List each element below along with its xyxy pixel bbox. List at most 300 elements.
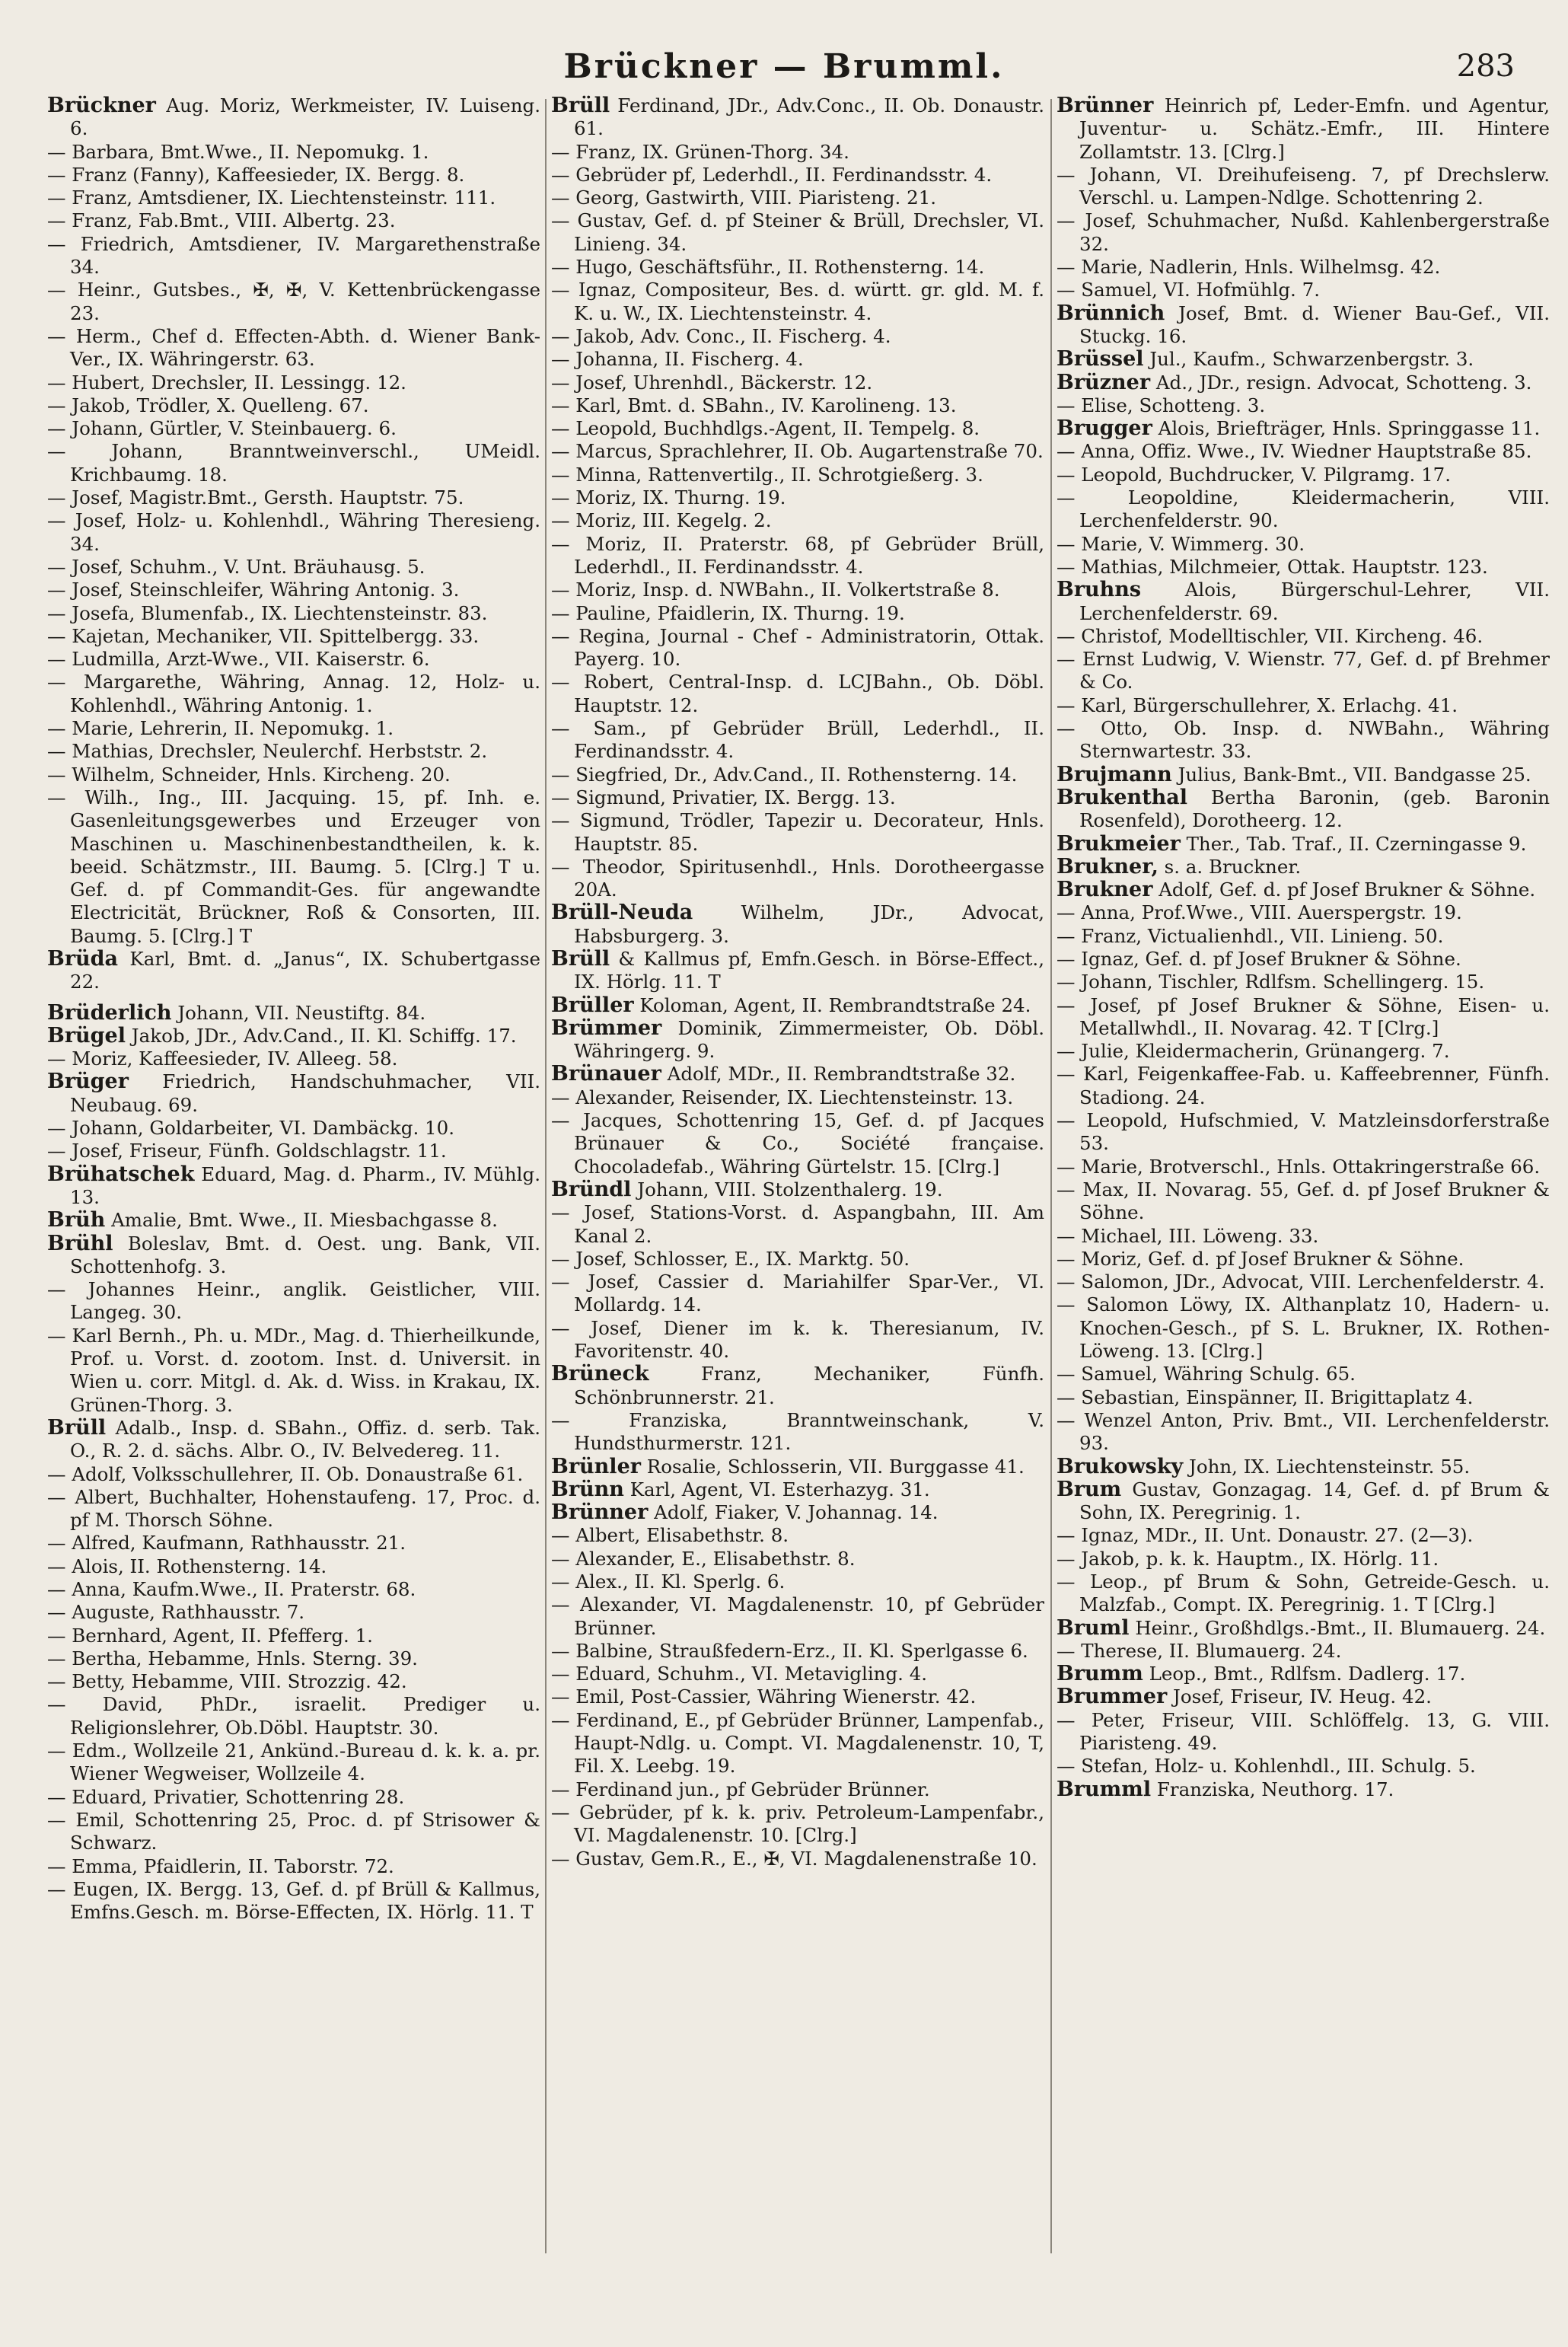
entry-text: Heinr., Großhdlgs.-Bmt., II. Blumauerg. 24. — [1135, 1616, 1546, 1639]
directory-entry — [551, 856, 1044, 902]
entry-surname: Brukner — [1056, 878, 1153, 902]
entry-surname: Brukmeier — [1056, 831, 1181, 856]
directory-entry — [47, 948, 540, 994]
directory-entry — [1056, 1524, 1550, 1547]
entry-text: — Moriz, IX. Thurng. 19. — [551, 486, 786, 509]
entry-text: — Josefa, Blumenfab., IX. Liechtensteinstr. 83. — [47, 601, 488, 624]
directory-entry — [1056, 1386, 1550, 1409]
entry-surname: Brünner — [1056, 94, 1154, 117]
column-rule-left — [545, 99, 547, 2253]
entry-text: — Moriz, Insp. d. NWBahn., II. Volkertstraße 8. — [551, 579, 1000, 601]
entry-text: — Leopoldine, Kleidermacherin, VIII. Lerchenfelderstr. 90. — [1056, 486, 1550, 532]
directory-entry — [47, 625, 540, 648]
directory-entry — [47, 233, 540, 279]
directory-entry — [1056, 1709, 1550, 1755]
directory-entry — [551, 1456, 1044, 1478]
directory-entry — [551, 1178, 1044, 1201]
directory-entry — [47, 440, 540, 486]
entry-surname: Brukowsky — [1056, 1454, 1184, 1478]
directory-entry — [47, 1878, 540, 1924]
entry-text: — Franz, IX. Grünen-Thorg. 34. — [551, 140, 849, 163]
directory-entry — [47, 1855, 540, 1878]
directory-entry — [47, 372, 540, 394]
entry-surname: Brugger — [1056, 416, 1152, 441]
entry-text: — Salomon Löwy, IX. Althanplatz 10, Hadern- u. Knochen-Gesch., pf S. L. Brukner, IX. Rothen-Löweng. 13. [Clrg.] — [1056, 1293, 1550, 1363]
entry-text: — Ludmilla, Arzt-Wwe., VII. Kaiserstr. 6. — [47, 648, 430, 671]
directory-entry — [47, 1163, 540, 1210]
directory-entry — [1056, 625, 1550, 648]
entry-text: — Karl, Feigenkaffee-Fab. u. Kaffeebrenner, Fünfh. Stadiong. 24. — [1056, 1063, 1550, 1108]
entry-text: — Marie, V. Wimmerg. 30. — [1056, 532, 1305, 555]
entry-text: — Josef, Uhrenhdl., Bäckerstr. 12. — [551, 371, 873, 394]
entry-text: — Margarethe, Währing, Annag. 12, Holz- u. Kohlenhdl., Währing Antonig. 1. — [47, 671, 540, 716]
entry-text: — Mathias, Drechsler, Neulerchf. Herbststr. 2. — [47, 740, 488, 763]
directory-entry — [1056, 1685, 1550, 1708]
entry-text: — Barbara, Bmt.Wwe., II. Nepomukg. 1. — [47, 140, 429, 163]
directory-entry — [551, 141, 1044, 164]
entry-text: Adalb., Insp. d. SBahn., Offiz. d. serb. Tak. O., R. 2. d. sächs. Albr. O., IV. Belvedereg. 11. — [70, 1416, 540, 1462]
entry-surname: Brünler — [551, 1454, 641, 1478]
entry-text: — Friedrich, Amtsdiener, IV. Margarethenstraße 34. — [47, 232, 540, 279]
entry-text: — Samuel, VI. Hofmühlg. 7. — [1056, 279, 1320, 301]
directory-entry — [1056, 1778, 1550, 1801]
directory-entry — [1056, 1456, 1550, 1478]
entry-text: — Michael, III. Löweng. 33. — [1056, 1224, 1319, 1247]
entry-surname: Brühatschek — [47, 1162, 195, 1186]
entry-text: — Moriz, II. Praterstr. 68, pf Gebrüder Brüll, Lederhdl., II. Ferdinandsstr. 4. — [551, 532, 1044, 578]
directory-entry — [47, 556, 540, 579]
directory-entry — [551, 1524, 1044, 1547]
entry-text: — Eugen, IX. Bergg. 13, Gef. d. pf Brüll & Kallmus, Emfns.Gesch. m. Börse-Effecten, IX. Hörlg. 11. T — [47, 1877, 540, 1924]
entry-surname: Brüll — [551, 946, 610, 971]
entry-text: — Marie, Brotverschl., Hnls. Ottakringerstraße 66. — [1056, 1155, 1541, 1178]
directory-entry — [1056, 348, 1550, 371]
entry-surname: Brüller — [551, 993, 634, 1017]
directory-entry — [1056, 1109, 1550, 1156]
entry-text: — Karl Bernh., Ph. u. MDr., Mag. d. Thierheilkunde, Prof. u. Vorst. d. zootom. Inst. d. Universit. in Wien u. corr. Mitgl. d. Ak. d. Wiss. in Krakau, IX. Grünen-Thorg. 3. — [47, 1324, 540, 1416]
entry-text: — Gebrüder, pf k. k. priv. Petroleum-Lampenfabr., VI. Magdalenenstr. 10. [Clrg.] — [551, 1800, 1044, 1847]
directory-entry — [47, 1070, 540, 1117]
entry-text: — Marie, Nadlerin, Hnls. Wilhelmsg. 42. — [1056, 256, 1441, 279]
directory-entry — [551, 279, 1044, 325]
entry-text: — Karl, Bürgerschullehrer, X. Erlachg. 41. — [1056, 694, 1458, 716]
directory-entry — [47, 1025, 540, 1048]
directory-entry — [1056, 994, 1550, 1041]
directory-entry — [551, 1548, 1044, 1571]
entry-text: Karl, Bmt. d. „Janus“, IX. Schubertgasse 22. — [70, 947, 540, 993]
entry-text: — Eduard, Schuhm., VI. Metavigling. 4. — [551, 1663, 928, 1685]
entry-text: — Josef, Schuhmacher, Nußd. Kahlenbergerstraße 32. — [1056, 209, 1550, 255]
directory-entry — [551, 325, 1044, 348]
directory-entry — [1056, 1178, 1550, 1225]
directory-entry — [1056, 579, 1550, 625]
entry-text: — Edm., Wollzeile 21, Ankünd.-Bureau d. k. k. a. pr. Wiener Wegweiser, Wollzeile 4. — [47, 1740, 540, 1785]
entry-text: Johann, VIII. Stolzenthalerg. 19. — [637, 1178, 943, 1201]
entry-text: — Josef, Diener im k. k. Theresianum, IV. Favoritenstr. 40. — [551, 1316, 1044, 1363]
entry-surname: Brünn — [551, 1477, 624, 1501]
entry-text: — Josef, Steinschleifer, Währing Antonig. 3. — [47, 579, 460, 601]
directory-entry — [47, 187, 540, 209]
entry-text: — Josef, Holz- u. Kohlenhdl., Währing Theresieng. 34. — [47, 509, 540, 555]
directory-entry — [1056, 209, 1550, 256]
directory-entry — [1056, 372, 1550, 394]
directory-entry — [551, 994, 1044, 1017]
entry-text: — Max, II. Novarag. 55, Gef. d. pf Josef Brukner & Söhne. — [1056, 1178, 1550, 1224]
entry-text: — Emma, Pfaidlerin, II. Taborstr. 72. — [47, 1854, 394, 1877]
entry-text: — Johann, VI. Dreihufeiseng. 7, pf Drechslerw. Verschl. u. Lampen-Ndlge. Schottenring 2. — [1056, 163, 1550, 209]
directory-entry — [1056, 833, 1550, 856]
entry-text: — Josef, Stations-Vorst. d. Aspangbahn, III. Am Kanal 2. — [551, 1201, 1044, 1247]
directory-entry — [1056, 533, 1550, 556]
directory-entry — [1056, 971, 1550, 993]
directory-entry — [47, 1786, 540, 1809]
entry-surname: Brüll — [551, 94, 610, 117]
directory-entry — [47, 648, 540, 671]
entry-text: — Gustav, Gef. d. pf Steiner & Brüll, Drechsler, VI. Linieng. 34. — [551, 209, 1044, 255]
entry-text: Alois, Bürgerschul-Lehrer, VII. Lerchenfelderstr. 69. — [1079, 579, 1550, 624]
entry-text: — Emil, Post-Cassier, Währing Wienerstr. 42. — [551, 1685, 977, 1708]
entry-text: Adolf, MDr., II. Rembrandtstraße 32. — [667, 1063, 1016, 1086]
entry-surname: Brüh — [47, 1208, 106, 1232]
directory-entry — [1056, 1225, 1550, 1248]
entry-text: — Jakob, Adv. Conc., II. Fischerg. 4. — [551, 324, 891, 347]
directory-entry — [1056, 1156, 1550, 1178]
entry-text: — Marcus, Sprachlehrer, II. Ob. Augartenstraße 70. — [551, 440, 1044, 463]
page-number: 283 — [1456, 49, 1515, 84]
directory-entry — [47, 1555, 540, 1578]
directory-entry — [1056, 1617, 1550, 1640]
directory-entry — [551, 1709, 1044, 1778]
directory-entry — [1056, 1271, 1550, 1293]
entry-text: — Auguste, Rathhausstr. 7. — [47, 1601, 305, 1624]
entry-text: — Johann, Goldarbeiter, VI. Dambäckg. 10. — [47, 1117, 455, 1140]
directory-entry — [551, 372, 1044, 394]
entry-text: Gustav, Gonzagag. 14, Gef. d. pf Brum & Sohn, IX. Peregrinig. 1. — [1079, 1478, 1550, 1524]
directory-entry — [551, 1685, 1044, 1708]
directory-entry — [1056, 1640, 1550, 1663]
directory-entry — [47, 1578, 540, 1601]
entry-text: Ferdinand, JDr., Adv.Conc., II. Ob. Donaustr. 61. — [574, 94, 1044, 140]
directory-entry — [47, 602, 540, 625]
directory-entry — [47, 764, 540, 786]
directory-entry — [551, 948, 1044, 994]
entry-text: Boleslav, Bmt. d. Oest. ung. Bank, VII. Schottenhofg. 3. — [70, 1232, 540, 1277]
directory-entry — [47, 1693, 540, 1740]
directory-entry — [1056, 1248, 1550, 1271]
directory-entry — [551, 1778, 1044, 1801]
directory-entry — [1056, 302, 1550, 349]
entry-text: — Eduard, Privatier, Schottenring 28. — [47, 1785, 405, 1808]
entry-text: — Anna, Prof.Wwe., VIII. Auerspergstr. 19. — [1056, 901, 1462, 924]
entry-surname: Brumml — [1056, 1777, 1152, 1801]
directory-entry — [47, 1463, 540, 1486]
entry-text: — Josef, Schuhm., V. Unt. Bräuhausg. 5. — [47, 555, 425, 578]
directory-entry — [47, 1048, 540, 1070]
directory-entry — [47, 1740, 540, 1786]
directory-entry — [1056, 279, 1550, 301]
entry-surname: Brühl — [47, 1231, 113, 1255]
entry-surname: Brückner — [47, 94, 156, 117]
directory-entry — [47, 740, 540, 763]
entry-text: — Wilhelm, Schneider, Hnls. Kircheng. 20. — [47, 763, 451, 786]
entry-text: & Kallmus pf, Emfn.Gesch. in Börse-Effect., IX. Hörlg. 11. T — [574, 947, 1044, 993]
entry-text: — Josef, Magistr.Bmt., Gersth. Hauptstr. 75. — [47, 486, 464, 509]
entry-text: Rosalie, Schlosserin, VII. Burggasse 41. — [646, 1455, 1025, 1478]
entry-text: s. a. Bruckner. — [1164, 855, 1302, 878]
directory-entry — [551, 809, 1044, 856]
entry-surname: Brüderlich — [47, 1000, 172, 1025]
entry-text: — Wenzel Anton, Priv. Bmt., VII. Lerchenfelderstr. 93. — [1056, 1408, 1550, 1455]
entry-text: Johann, VII. Neustiftg. 84. — [177, 1001, 426, 1024]
entry-text: — Karl, Bmt. d. SBahn., IV. Karolineng. 13. — [551, 394, 957, 416]
entry-text: Wilhelm, JDr., Advocat, Habsburgerg. 3. — [574, 901, 1044, 947]
entry-text: — Alexander, Reisender, IX. Liechtensteinstr. 13. — [551, 1086, 1014, 1108]
entry-text: — Josef, Friseur, Fünfh. Goldschlagstr. 11. — [47, 1140, 447, 1162]
entry-text: — Ignaz, Compositeur, Bes. d. württ. gr. gld. M. f. K. u. W., IX. Liechtensteinstr. 4. — [551, 279, 1044, 324]
entry-text: — Josef, Cassier d. Mariahilfer Spar-Ver., VI. Mollardg. 14. — [551, 1271, 1044, 1316]
directory-entry — [551, 1271, 1044, 1317]
entry-text: — Theodor, Spiritusenhdl., Hnls. Dorotheergasse 20A. — [551, 855, 1044, 901]
entry-text: — Herm., Chef d. Effecten-Abth. d. Wiener Bank-Ver., IX. Währingerstr. 63. — [47, 324, 540, 371]
directory-entry — [47, 1232, 540, 1279]
entry-text: — Samuel, Währing Schulg. 65. — [1056, 1363, 1356, 1386]
directory-entry — [1056, 786, 1550, 833]
directory-entry — [551, 1363, 1044, 1409]
directory-entry — [1056, 879, 1550, 901]
directory-entry — [551, 486, 1044, 509]
directory-entry — [551, 94, 1044, 141]
directory-entry — [1056, 556, 1550, 579]
directory-entry — [1056, 1478, 1550, 1525]
entry-text: — Hubert, Drechsler, II. Lessingg. 12. — [47, 371, 406, 394]
directory-entry — [47, 1140, 540, 1162]
directory-entry — [1056, 948, 1550, 971]
entry-text: — Ignaz, MDr., II. Unt. Donaustr. 27. (2—3). — [1056, 1524, 1474, 1547]
entry-text: — Adolf, Volksschullehrer, II. Ob. Donaustraße 61. — [47, 1462, 524, 1485]
entry-text: — Ignaz, Gef. d. pf Josef Brukner & Söhne. — [1056, 947, 1461, 970]
directory-entry — [47, 1002, 540, 1025]
directory-entry — [1056, 394, 1550, 417]
directory-entry — [551, 579, 1044, 601]
directory-entry — [47, 1117, 540, 1140]
directory-entry — [1056, 1755, 1550, 1778]
entry-text: — Franz, Amtsdiener, IX. Liechtensteinstr. 111. — [47, 187, 496, 209]
directory-entry — [47, 579, 540, 601]
entry-text: — Jakob, Trödler, X. Quelleng. 67. — [47, 394, 369, 416]
directory-entry — [1056, 1409, 1550, 1456]
entry-text: — Pauline, Pfaidlerin, IX. Thurng. 19. — [551, 601, 905, 624]
directory-entry — [47, 1532, 540, 1555]
column-rule-right — [1050, 99, 1052, 2253]
entry-text: Karl, Agent, VI. Esterhazyg. 31. — [629, 1478, 930, 1500]
column-right — [1056, 94, 1550, 2302]
entry-text: — Siegfried, Dr., Adv.Cand., II. Rothensterng. 14. — [551, 763, 1018, 786]
directory-entry — [1056, 1040, 1550, 1063]
entry-text: Amalie, Bmt. Wwe., II. Miesbachgasse 8. — [111, 1209, 498, 1232]
directory-entry — [551, 1478, 1044, 1501]
entry-text: Jakob, JDr., Adv.Cand., II. Kl. Schiffg. 17. — [131, 1024, 517, 1047]
directory-entry — [47, 1278, 540, 1325]
entry-text: — Hugo, Geschäftsführ., II. Rothensterng. 14. — [551, 256, 985, 279]
directory-entry — [1056, 648, 1550, 694]
directory-entry — [47, 1670, 540, 1693]
entry-text: — Leopold, Buchdrucker, V. Pilgramg. 17. — [1056, 463, 1452, 486]
directory-entry — [551, 1086, 1044, 1109]
entry-text: — Gustav, Gem.R., E., ✠, VI. Magdalenenstraße 10. — [551, 1847, 1037, 1870]
directory-entry — [551, 348, 1044, 371]
directory-entry — [1056, 1363, 1550, 1386]
directory-entry — [551, 1409, 1044, 1456]
directory-entry — [551, 602, 1044, 625]
entry-text: — Julie, Kleidermacherin, Grünangerg. 7. — [1056, 1040, 1450, 1063]
entry-text: Heinrich pf, Leder-Emfn. und Agentur, Juventur- u. Schätz.-Emfr., III. Hintere Zollamtstr. 13. [Clrg.] — [1079, 94, 1550, 163]
directory-entry — [47, 417, 540, 440]
entry-text: — Alexander, VI. Magdalenenstr. 10, pf Gebrüder Brünner. — [551, 1593, 1044, 1639]
directory-entry — [1056, 1293, 1550, 1363]
entry-text: Leop., Bmt., Rdlfsm. Dadlerg. 17. — [1149, 1663, 1466, 1685]
directory-entry — [47, 1417, 540, 1463]
entry-surname: Brügel — [47, 1023, 126, 1048]
page-title: Brückner — Brumml. — [563, 47, 1005, 86]
entry-text: — Wilh., Ing., III. Jacquing. 15, pf. Inh. e. Gasenleitungsgewerbes und Erzeuger von Maschinen u. Maschinenbestandtheilen, k. k. beeid. Schätzmstr., III. Baumg. 5. [Clrg.] T u. Gef. d. pf Commandit-Ges. für angewandte Electricität, Brückner, Roß & Consorten, III. Baumg. 5. [Clrg.] T — [47, 786, 540, 947]
directory-entry — [47, 1209, 540, 1232]
directory-entry — [1056, 1663, 1550, 1685]
entry-text: — Jacques, Schottenring 15, Gef. d. pf Jacques Brünauer & Co., Société française. Chocoladefab., Währing Gürtelstr. 15. [Clrg.] — [551, 1109, 1044, 1178]
directory-entry — [47, 141, 540, 164]
entry-text: — Sigmund, Privatier, IX. Bergg. 13. — [551, 786, 896, 808]
directory-entry — [47, 486, 540, 509]
directory-entry — [551, 1317, 1044, 1363]
directory-entry — [47, 1486, 540, 1532]
entry-text: Julius, Bank-Bmt., VII. Bandgasse 25. — [1178, 763, 1531, 786]
directory-entry — [551, 671, 1044, 717]
entry-text: — Albert, Elisabethstr. 8. — [551, 1524, 789, 1547]
directory-entry — [47, 671, 540, 717]
entry-text: Dominik, Zimmermeister, Ob. Döbl. Währingerg. 9. — [574, 1016, 1044, 1063]
entry-text: — Christof, Modelltischler, VII. Kircheng. 46. — [1056, 624, 1484, 647]
entry-surname: Brüll-Neuda — [551, 901, 693, 925]
directory-entry — [1056, 486, 1550, 533]
directory-entry — [1056, 901, 1550, 924]
entry-surname: Brukner, — [1056, 854, 1158, 879]
entry-text: — Georg, Gastwirth, VIII. Piaristeng. 21. — [551, 187, 937, 209]
directory-entry — [551, 1640, 1044, 1663]
entry-surname: Bründl — [551, 1177, 632, 1201]
entry-surname: Brum — [1056, 1477, 1122, 1501]
entry-text: — Sigmund, Trödler, Tapezir u. Decorateur, Hnls. Hauptstr. 85. — [551, 809, 1044, 855]
entry-text: — Jakob, p. k. k. Hauptm., IX. Hörlg. 11. — [1056, 1547, 1439, 1570]
directory-entry — [551, 1063, 1044, 1086]
entry-surname: Brüda — [47, 946, 119, 971]
entry-surname: Brumm — [1056, 1662, 1143, 1686]
directory-entry — [1056, 94, 1550, 164]
entry-surname: Brümmer — [551, 1016, 662, 1040]
entry-text: — Leopold, Buchhdlgs.-Agent, II. Tempelg. 8. — [551, 417, 980, 440]
entry-text: — Leopold, Hufschmied, V. Matzleinsdorferstraße 53. — [1056, 1109, 1550, 1155]
directory-entry — [551, 464, 1044, 486]
entry-text: Adolf, Gef. d. pf Josef Brukner & Söhne. — [1158, 879, 1536, 901]
directory-entry — [551, 509, 1044, 532]
entry-text: — Therese, II. Blumauerg. 24. — [1056, 1639, 1342, 1662]
directory-entry — [47, 94, 540, 141]
directory-entry — [1056, 1548, 1550, 1571]
directory-entry — [1056, 764, 1550, 786]
directory-entry — [551, 1571, 1044, 1593]
directory-entry — [551, 187, 1044, 209]
entry-text: — Albert, Buchhalter, Hohenstaufeng. 17, Proc. d. pf M. Thorsch Söhne. — [47, 1485, 540, 1532]
entry-text: — Elise, Schotteng. 3. — [1056, 394, 1266, 416]
entry-text: — Johann, Tischler, Rdlfsm. Schellingerg. 15. — [1056, 971, 1485, 993]
entry-text: Franz, Mechaniker, Fünfh. Schönbrunnerstr. 21. — [574, 1363, 1044, 1408]
entry-text: — Anna, Kaufm.Wwe., II. Praterstr. 68. — [47, 1578, 416, 1600]
directory-entry — [551, 1201, 1044, 1248]
entry-text: — Ferdinand jun., pf Gebrüder Brünner. — [551, 1778, 930, 1800]
entry-surname: Brüneck — [551, 1362, 649, 1386]
entry-text: — Balbine, Straußfedern-Erz., II. Kl. Sperlgasse 6. — [551, 1639, 1028, 1662]
entry-text: Koloman, Agent, II. Rembrandtstraße 24. — [639, 993, 1031, 1016]
entry-text: — Franz (Fanny), Kaffeesieder, IX. Bergg. 8. — [47, 163, 465, 186]
entry-text: — Minna, Rattenvertilg., II. Schrotgießerg. 3. — [551, 463, 983, 486]
directory-entry — [551, 394, 1044, 417]
entry-surname: Brüll — [47, 1415, 107, 1440]
entry-text: Josef, Bmt. d. Wiener Bau-Gef., VII. Stuckg. 16. — [1079, 301, 1550, 347]
entry-text: — Heinr., Gutsbes., ✠, ✠, V. Kettenbrückengasse 23. — [47, 279, 540, 324]
entry-text: — Josef, pf Josef Brukner & Söhne, Eisen- u. Metallwhdl., II. Novarag. 42. T [Clrg.] — [1056, 993, 1550, 1039]
directory-entry — [47, 717, 540, 740]
entry-text: — Johanna, II. Fischerg. 4. — [551, 348, 804, 371]
directory-entry — [551, 1848, 1044, 1870]
entry-surname: Brünner — [551, 1500, 649, 1525]
directory-entry — [551, 625, 1044, 671]
entry-text: — Alois, II. Rothensterng. 14. — [47, 1555, 327, 1577]
directory-entry — [47, 1809, 540, 1855]
entry-text: — Marie, Lehrerin, II. Nepomukg. 1. — [47, 717, 394, 740]
directory-entry — [47, 1601, 540, 1624]
entry-text: Eduard, Mag. d. Pharm., IV. Mühlg. 13. — [70, 1162, 540, 1208]
entry-text: — Alex., II. Kl. Sperlg. 6. — [551, 1571, 786, 1593]
directory-entry — [1056, 164, 1550, 210]
entry-text: — Alexander, E., Elisabethstr. 8. — [551, 1547, 856, 1570]
directory-entry — [1056, 717, 1550, 764]
entry-text: — Moriz, III. Kegelg. 2. — [551, 509, 772, 532]
entry-text: Jul., Kaufm., Schwarzenbergstr. 3. — [1149, 348, 1474, 371]
directory-entry — [551, 1109, 1044, 1178]
entry-text: — Sam., pf Gebrüder Brüll, Lederhdl., II. Ferdinandsstr. 4. — [551, 717, 1044, 763]
directory-entry — [1056, 256, 1550, 279]
directory-entry — [1056, 694, 1550, 717]
entry-text: — Moriz, Kaffeesieder, IV. Alleeg. 58. — [47, 1048, 398, 1070]
directory-entry — [551, 417, 1044, 440]
directory-entry — [1056, 417, 1550, 440]
entry-text: — Betty, Hebamme, VIII. Strozzig. 42. — [47, 1670, 407, 1693]
entry-surname: Brüzner — [1056, 370, 1151, 394]
entry-text: — Josef, Schlosser, E., IX. Marktg. 50. — [551, 1247, 910, 1270]
directory-entry — [47, 1625, 540, 1647]
entry-text: John, IX. Liechtensteinstr. 55. — [1189, 1455, 1471, 1478]
entry-text: — Otto, Ob. Insp. d. NWBahn., Währing Sternwartestr. 33. — [1056, 717, 1550, 763]
entry-surname: Brünnich — [1056, 301, 1165, 325]
entry-text: — David, PhDr., israelit. Prediger u. Religionslehrer, Ob.Döbl. Hauptstr. 30. — [47, 1693, 540, 1739]
entry-surname: Brüssel — [1056, 347, 1144, 372]
entry-text: Ther., Tab. Traf., II. Czerningasse 9. — [1186, 832, 1527, 855]
page-header — [0, 47, 1568, 93]
entry-text: Friedrich, Handschuhmacher, VII. Neubaug. 69. — [70, 1070, 540, 1116]
directory-entry — [551, 1593, 1044, 1640]
directory-entry — [551, 1501, 1044, 1524]
entry-text: — Leop., pf Brum & Sohn, Getreide-Gesch. u. Malzfab., Compt. IX. Peregrinig. 1. T [Clrg.] — [1056, 1571, 1550, 1616]
directory-entry — [551, 1801, 1044, 1848]
directory-entry — [551, 164, 1044, 187]
